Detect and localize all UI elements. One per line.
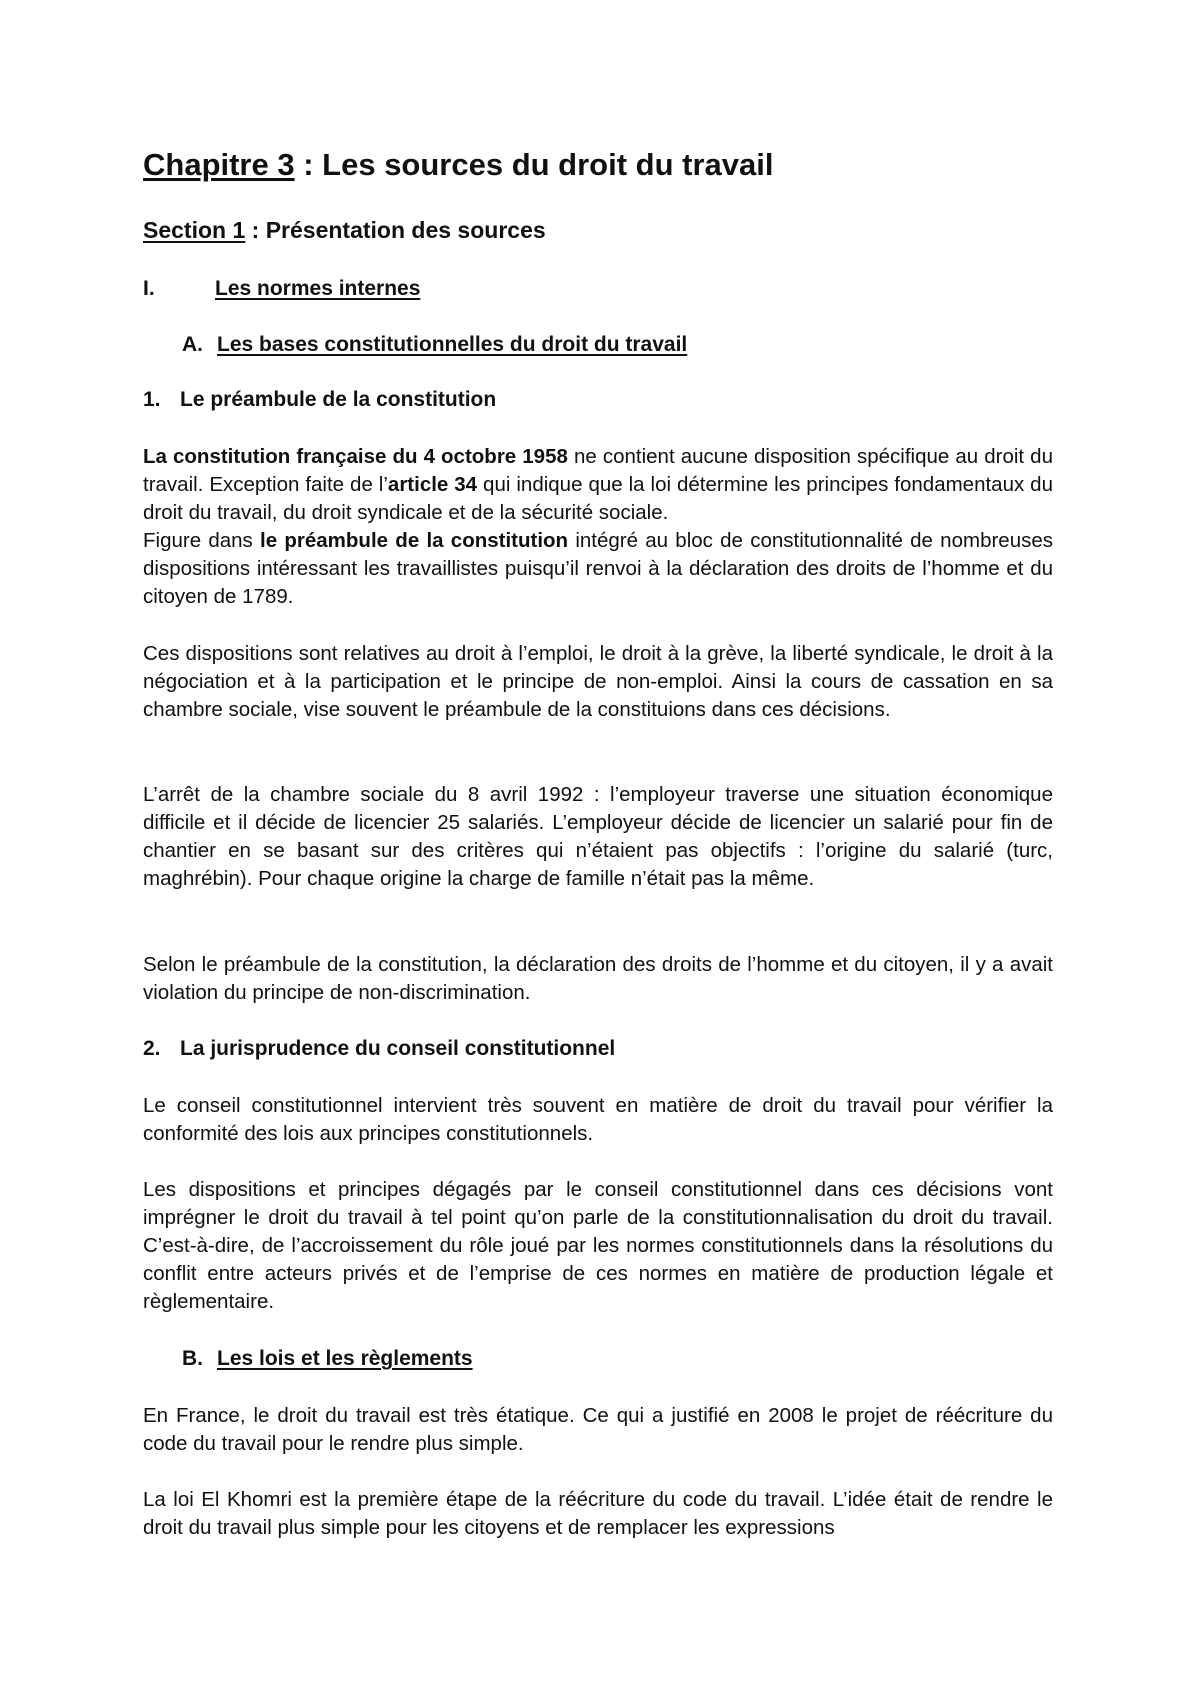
paragraph-non-discrimination: Selon le préambule de la constitution, la déclaration des droits de l’homme et du citoyen, il y a avait violation du principe de non-discrimination. xyxy=(143,953,1053,1004)
subsection-title: Les lois et les règlements xyxy=(217,1347,473,1370)
paragraph-dispositions: Ces dispositions sont relatives au droit à l’emploi, le droit à la grève, la liberté syndicale, le droit à la négociation et à la participation et le principe de non-emploi. Ainsi la cours de cassation en sa chambre sociale, vise souvent le préambule de la constituions dans ces décisions. xyxy=(143,642,1053,721)
paragraph-text: intégré au bloc de constitutionnalité de nombreuses dispositions intéressant les travaillistes puisqu’il renvoi à la déclaration des droits de l’homme et du citoyen de 1789. xyxy=(143,529,1053,608)
paragraph-etatique: En France, le droit du travail est très étatique. Ce qui a justifié en 2008 le projet de réécriture du code du travail pour le rendre plus simple. xyxy=(143,1404,1053,1455)
list-marker: 1. xyxy=(143,388,161,411)
list-marker: B. xyxy=(182,1347,203,1370)
paragraph-constitutionnalisation: Les dispositions et principes dégagés par le conseil constitutionnel dans ces décisions vont imprégner le droit du travail à tel point qu’on parle de la constitutionnalisation du droit du travail. C’est-à-dire, de l’accroissement du rôle joué par les normes constitutionnels dans la résolutions du conflit entre acteurs privés et de l’emprise de ces normes en matière de production légale et règlementaire. xyxy=(143,1178,1053,1313)
bold-text: le préambule de la constitution xyxy=(260,529,569,552)
list-marker: I. xyxy=(143,277,155,300)
paragraph-el-khomri: La loi El Khomri est la première étape de la réécriture du code du travail. L’idée était de rendre le droit du travail plus simple pour les citoyens et de remplacer les expressions xyxy=(143,1488,1053,1539)
item-title: Le préambule de la constitution xyxy=(180,388,497,411)
part-heading-i xyxy=(143,275,1053,303)
subsection-heading-b xyxy=(182,1345,1092,1373)
paragraph-conseil: Le conseil constitutionnel intervient très souvent en matière de droit du travail pour vérifier la conformité des lois aux principes constitutionnels. xyxy=(143,1094,1053,1145)
chapter-title xyxy=(143,146,1053,184)
section-heading xyxy=(143,215,1053,245)
item-title: La jurisprudence du conseil constitutionnel xyxy=(180,1037,616,1060)
chapter-title-text: : Les sources du droit du travail xyxy=(294,147,774,182)
section-title-text: : Présentation des sources xyxy=(245,217,546,243)
paragraph-text: qui indique que la loi détermine les principes fondamentaux du droit du travail, du droit syndicale et de la sécurité sociale. xyxy=(143,473,1053,524)
item-heading-1 xyxy=(143,386,1053,414)
paragraph-text: ne contient aucune disposition spécifique au droit du travail. Exception faite de l’ xyxy=(143,445,1053,496)
bold-text: La constitution française du 4 octobre 1958 xyxy=(143,445,568,468)
part-title: Les normes internes xyxy=(215,277,421,300)
section-label: Section 1 xyxy=(143,217,246,243)
subsection-heading-a xyxy=(182,331,1092,359)
paragraph-preambule xyxy=(143,527,1053,611)
bold-text: article 34 xyxy=(387,473,478,496)
subsection-title: Les bases constitutionnelles du droit du travail xyxy=(217,333,688,356)
list-marker: A. xyxy=(182,333,203,356)
paragraph-constitution xyxy=(143,443,1053,527)
paragraph-text: Figure dans xyxy=(143,529,261,552)
item-heading-2 xyxy=(143,1035,1053,1063)
paragraph-arret: L’arrêt de la chambre sociale du 8 avril 1992 : l’employeur traverse une situation économique difficile et il décide de licencier 25 salariés. L’employeur décide de licencier un salarié pour fin de chantier en se basant sur des critères qui n’étaient pas objectifs : l’origine du salarié (turc, maghrébin). Pour chaque origine la charge de famille n’était pas la même. xyxy=(143,783,1053,890)
list-marker: 2. xyxy=(143,1037,161,1060)
chapter-label: Chapitre 3 xyxy=(143,147,295,182)
